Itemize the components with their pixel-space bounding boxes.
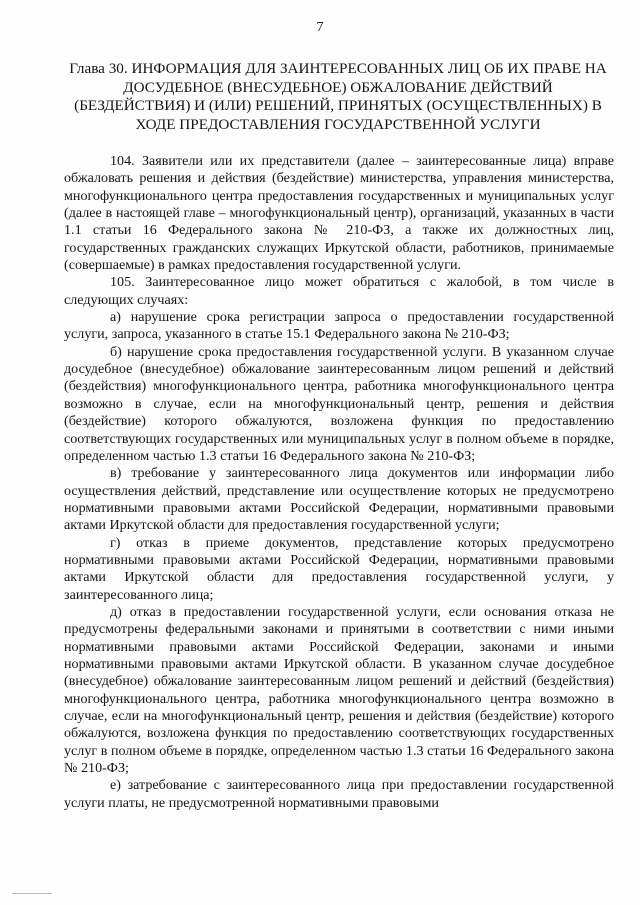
- list-item-v: в) требование у заинтересованного лица документов или информации либо осуществления действий, представление или осуществление которых не предусмотрено нормативными правовыми актами Российской Федерации, нормативными правовыми актами Иркутской области для предоставления государственной услуги;: [64, 465, 614, 534]
- scan-edge-mark: [12, 893, 52, 894]
- list-item-e: е) затребование с заинтересованного лица при предоставлении государственной услуги платы, не предусмотренной нормативными правовыми: [64, 777, 614, 811]
- paragraph-105: 105. Заинтересованное лицо может обратиться с жалобой, в том числе в следующих случаях:: [64, 274, 614, 308]
- page-number: 7: [316, 20, 324, 35]
- chapter-title: Глава 30. ИНФОРМАЦИЯ ДЛЯ ЗАИНТЕРЕСОВАННЫХ ЛИЦ ОБ ИХ ПРАВЕ НА ДОСУДЕБНОЕ (ВНЕСУДЕБНОЕ) ОБЖАЛОВАНИЕ ДЕЙСТВИЙ (БЕЗДЕЙСТВИЯ) И (ИЛИ) РЕШЕНИЙ, ПРИНЯТЫХ (ОСУЩЕСТВЛЕННЫХ) В ХОДЕ ПРЕДОСТАВЛЕНИЯ ГОСУДАРСТВЕННОЙ УСЛУГИ: [69, 60, 607, 133]
- list-item-g: г) отказ в приеме документов, представление которых предусмотрено нормативными правовыми актами Российской Федерации, нормативными правовыми актами Иркутской области для предоставления государственной услуги, у заинтересованного лица;: [64, 534, 614, 603]
- list-item-d: д) отказ в предоставлении государственной услуги, если основания отказа не предусмотрены федеральными законами и принятыми в соответствии с ними иными нормативными правовыми актами Российской Федерации, законами и иными нормативными правовыми актами Иркутской области. В указанном случае досудебное (внесудебное) обжалование заинтересованным лицом решений и действий (бездействия) многофункционального центра, работника многофункционального центра возможно в случае, если на многофункциональный центр, решения и действия (бездействие) которого обжалуются, возложена функция по предоставлению соответствующих государственных услуг в полном объеме в порядке, определенном частью 1.3 статьи 16 Федерального закона № 210-ФЗ;: [64, 603, 614, 777]
- body-text: [64, 153, 614, 812]
- list-item-a: а) нарушение срока регистрации запроса о предоставлении государственной услуги, запроса, указанного в статье 15.1 Федерального закона № 210-ФЗ;: [64, 309, 614, 343]
- paragraph-104: 104. Заявители или их представители (далее – заинтересованные лица) вправе обжаловать решения и действия (бездействие) министерства, управления министерства, многофункционального центра предоставления государственных и муниципальных услуг (далее в настоящей главе – многофункциональный центр), организаций, указанных в части 1.1 статьи 16 Федерального закона № 210-ФЗ, а также их должностных лиц, государственных гражданских служащих Иркутской области, работников, принимаемые (совершаемые) в рамках предоставления государственной услуги.: [64, 153, 614, 274]
- list-item-b: б) нарушение срока предоставления государственной услуги. В указанном случае досудебное (внесудебное) обжалование заинтересованным лицом решений и действий (бездействия) многофункционального центра, работника многофункционального центра возможно в случае, если на многофункциональный центр, решения и действия (бездействие) которого обжалуются, возложена функция по предоставлению соответствующих государственных или муниципальных услуг в полном объеме в порядке, определенном частью 1.3 статьи 16 Федерального закона № 210-ФЗ;: [64, 343, 614, 464]
